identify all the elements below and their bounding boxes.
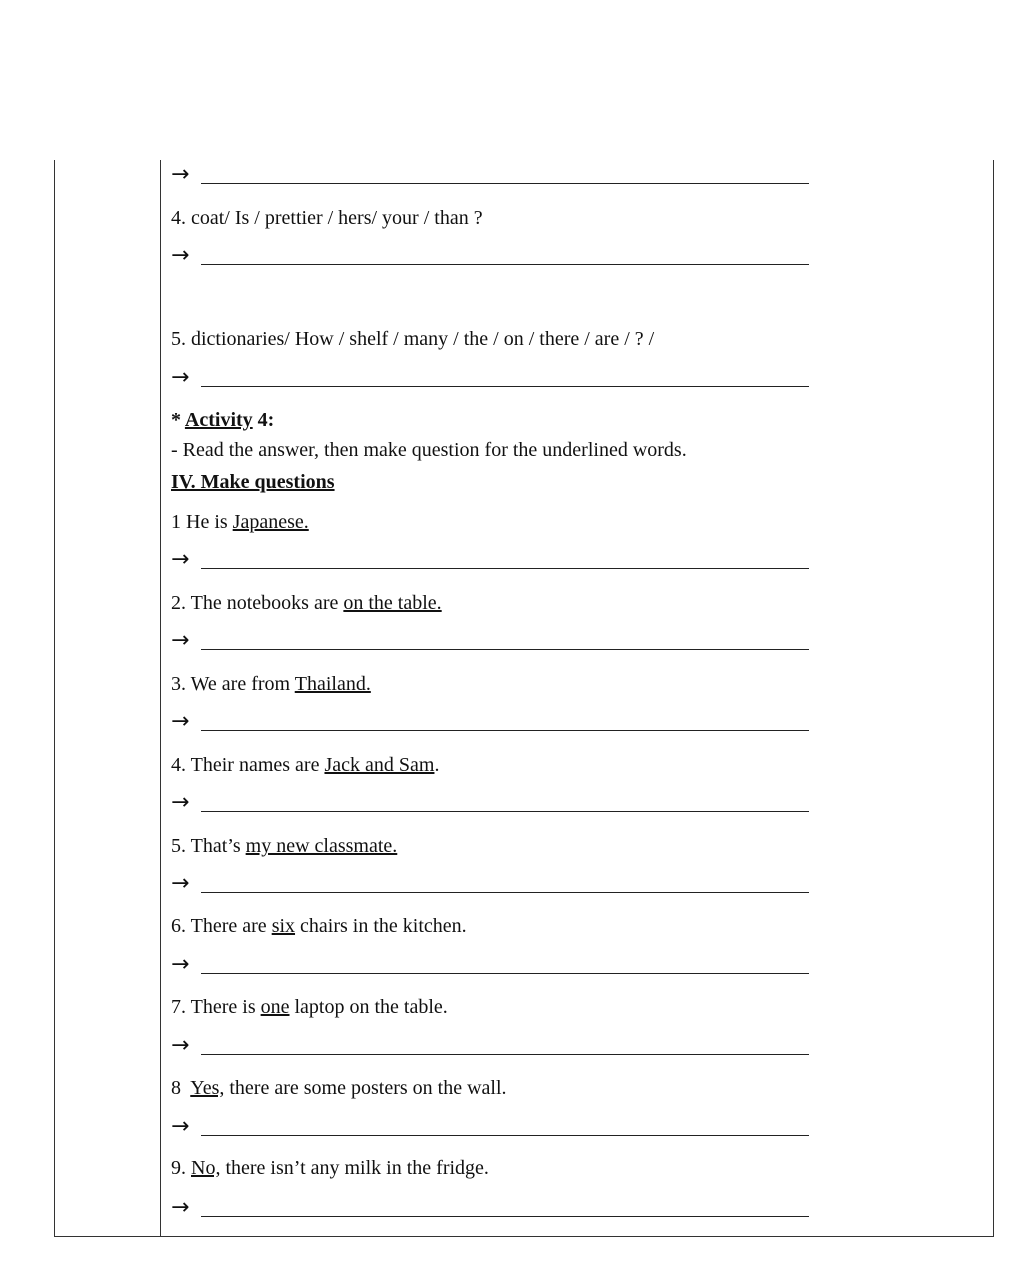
question-4 <box>171 753 439 777</box>
answer-line <box>171 872 811 896</box>
table-bottom-border <box>54 1236 994 1237</box>
question-1 <box>171 510 309 534</box>
underlined-words: Jack and Sam <box>324 754 435 776</box>
underlined-words: on the table. <box>343 592 442 614</box>
arrow-icon: → <box>171 952 190 977</box>
table-left-border <box>54 160 55 1237</box>
underlined-words: No, <box>191 1157 221 1179</box>
arrow-icon: → <box>171 243 190 268</box>
answer-line <box>171 953 811 977</box>
answer-line <box>171 163 811 187</box>
question-text: 6. There are <box>171 915 272 937</box>
answer-blank[interactable] <box>201 730 809 731</box>
answer-line <box>171 710 811 734</box>
reorder-item-4: 4. coat/ Is / prettier / hers/ your / than ? <box>171 207 483 229</box>
underlined-words: one <box>260 996 290 1018</box>
answer-line <box>171 244 811 268</box>
question-7 <box>171 995 448 1019</box>
activity-number: 4: <box>252 409 275 431</box>
question-text: 4. Their names are <box>171 754 325 776</box>
answer-blank[interactable] <box>201 1135 809 1136</box>
answer-blank[interactable] <box>201 568 809 569</box>
question-5 <box>171 834 397 858</box>
arrow-icon: → <box>171 162 190 187</box>
arrow-icon: → <box>171 871 190 896</box>
table-column-divider <box>160 160 161 1237</box>
underlined-words: six <box>271 915 296 937</box>
question-text: there are some posters on the wall. <box>224 1077 507 1099</box>
activity-instruction: - Read the answer, then make question for the underlined words. <box>171 439 687 461</box>
underlined-words: Japanese. <box>232 511 309 533</box>
activity-label: Activity <box>184 409 253 431</box>
question-text: 8 <box>171 1077 191 1099</box>
question-3 <box>171 672 371 696</box>
answer-line <box>171 366 811 390</box>
answer-blank[interactable] <box>201 264 809 265</box>
arrow-icon: → <box>171 1114 190 1139</box>
question-8 <box>171 1076 507 1100</box>
question-text: 3. We are from <box>171 673 295 695</box>
answer-blank[interactable] <box>201 973 809 974</box>
activity-star: * <box>171 409 185 431</box>
question-text: 7. There is <box>171 996 261 1018</box>
question-text: . <box>434 754 440 776</box>
answer-blank[interactable] <box>201 649 809 650</box>
table-right-border <box>993 160 994 1237</box>
answer-blank[interactable] <box>201 811 809 812</box>
question-text: laptop on the table. <box>289 996 448 1018</box>
section-title: IV. Make questions <box>171 471 335 493</box>
underlined-words: Thailand. <box>294 673 371 695</box>
arrow-icon: → <box>171 1195 190 1220</box>
arrow-icon: → <box>171 365 190 390</box>
answer-blank[interactable] <box>201 1216 809 1217</box>
answer-blank[interactable] <box>201 892 809 893</box>
answer-line <box>171 791 811 815</box>
answer-blank[interactable] <box>201 1054 809 1055</box>
underlined-words: Yes, <box>190 1077 225 1099</box>
answer-line <box>171 1196 811 1220</box>
underlined-words: my new classmate. <box>245 835 398 857</box>
question-text: there isn’t any milk in the fridge. <box>220 1157 489 1179</box>
arrow-icon: → <box>171 1033 190 1058</box>
arrow-icon: → <box>171 709 190 734</box>
answer-line <box>171 1115 811 1139</box>
answer-line <box>171 1034 811 1058</box>
question-text: 1 He is <box>171 511 233 533</box>
arrow-icon: → <box>171 628 190 653</box>
activity-heading <box>171 408 274 432</box>
question-6 <box>171 914 467 938</box>
question-text: chairs in the kitchen. <box>295 915 467 937</box>
reorder-item-5: 5. dictionaries/ How / shelf / many / the / on / there / are / ? / <box>171 328 655 350</box>
question-9 <box>171 1156 489 1180</box>
question-text: 9. <box>171 1157 191 1179</box>
question-text: 2. The notebooks are <box>171 592 344 614</box>
answer-line <box>171 548 811 572</box>
answer-blank[interactable] <box>201 183 809 184</box>
answer-blank[interactable] <box>201 386 809 387</box>
question-text: 5. That’s <box>171 835 246 857</box>
answer-line <box>171 629 811 653</box>
question-2 <box>171 591 442 615</box>
arrow-icon: → <box>171 790 190 815</box>
arrow-icon: → <box>171 547 190 572</box>
